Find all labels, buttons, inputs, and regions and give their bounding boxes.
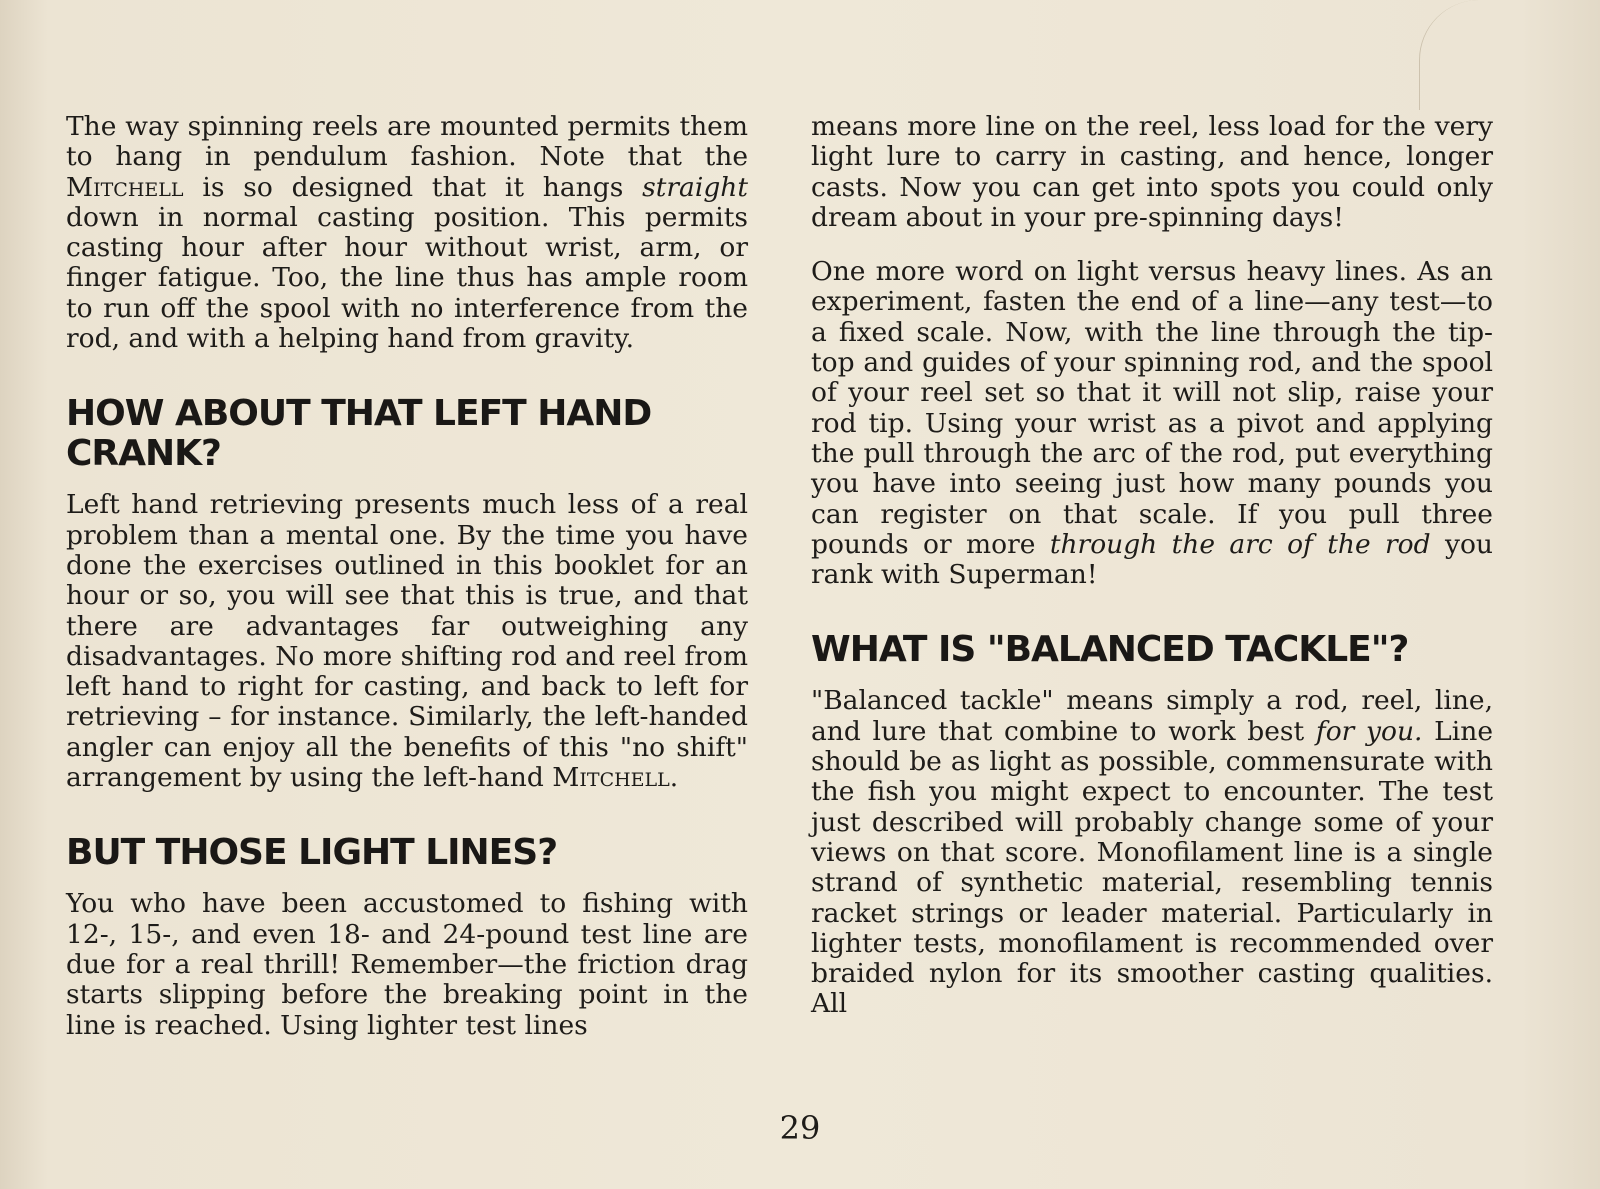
right-column	[811, 112, 1493, 1020]
brand-name: Mitchell	[552, 762, 670, 794]
heading-left-hand-crank: HOW ABOUT THAT LEFT HAND CRANK?	[66, 393, 652, 475]
paragraph-reel-mounting: The way spinning reels are mounted permits them to hang in pendulum fashion. Note that the Mitchell is so designed that it hangs straight down in normal casting position. This permits casting hour after hour without wrist, arm, or finger fatigue. Too, the line thus has ample room to run off the spool with no interference from the rod, and with a helping hand from gravity.	[66, 111, 748, 355]
paragraph-balanced-tackle: "Balanced tackle" means simply a rod, reel, line, and lure that combine to work best for you. Line should be as light as possible, commensurate with the fish you might expect to encounter. The test just described will probably change some of your views on that score. Monofilament line is a single strand of synthetic material, resembling tennis racket strings or leader material. Particularly in lighter tests, monofilament is recommended over braided nylon for its smoother casting qualities. All	[811, 685, 1494, 1020]
emphasis-text: through the arc of the rod	[1049, 528, 1431, 560]
paragraph-scale-experiment: One more word on light versus heavy lines. As an experiment, fasten the end of a line—any test—to a fixed scale. Now, with the line through the tip-top and guides of your spinning rod, and the spool of your reel set so that it will not slip, raise your rod tip. Using your wrist as a pivot and applying the pull through the arc of the rod, put everything you have into seeing just how many pounds you can register on that scale. If you pull three pounds or more through the arc of the rod you rank with Superman!	[811, 256, 1493, 591]
page-number: 29	[779, 1109, 821, 1147]
page-corner-crease	[1419, 0, 1480, 110]
paragraph-longer-casts: means more line on the reel, less load for the very light lure to carry in casting, and hence, longer casts. Now you can get into spots you could only dream about in your pre-spinning days!	[811, 111, 1493, 233]
brand-name: Mitchell	[66, 171, 184, 203]
emphasis-text: for you.	[1315, 715, 1423, 747]
paragraph-left-hand-retrieving: Left hand retrieving presents much less of a real problem than a mental one. By the time you have done the exercises outlined in this booklet for an hour or so, you will see that this is true, and that there are advantages far outweighing any disadvantages. No more shifting rod and reel from left hand to right for casting, and back to left for retrieving – for instance. Similarly, the left-handed angler can enjoy all the benefits of this "no shift" arrangement by using the left-hand Mitchell.	[66, 489, 748, 794]
heading-balanced-tackle: WHAT IS "BALANCED TACKLE"?	[811, 629, 1409, 671]
heading-light-lines: BUT THOSE LIGHT LINES?	[66, 832, 558, 874]
emphasis-text: straight	[642, 171, 748, 203]
paragraph-light-lines: You who have been accustomed to fishing with 12-, 15-, and even 18- and 24-pound test line are due for a real thrill! Remember—the friction drag starts slipping before the breaking point in the line is reached. Using lighter test lines	[66, 888, 748, 1041]
left-column	[66, 112, 748, 1041]
